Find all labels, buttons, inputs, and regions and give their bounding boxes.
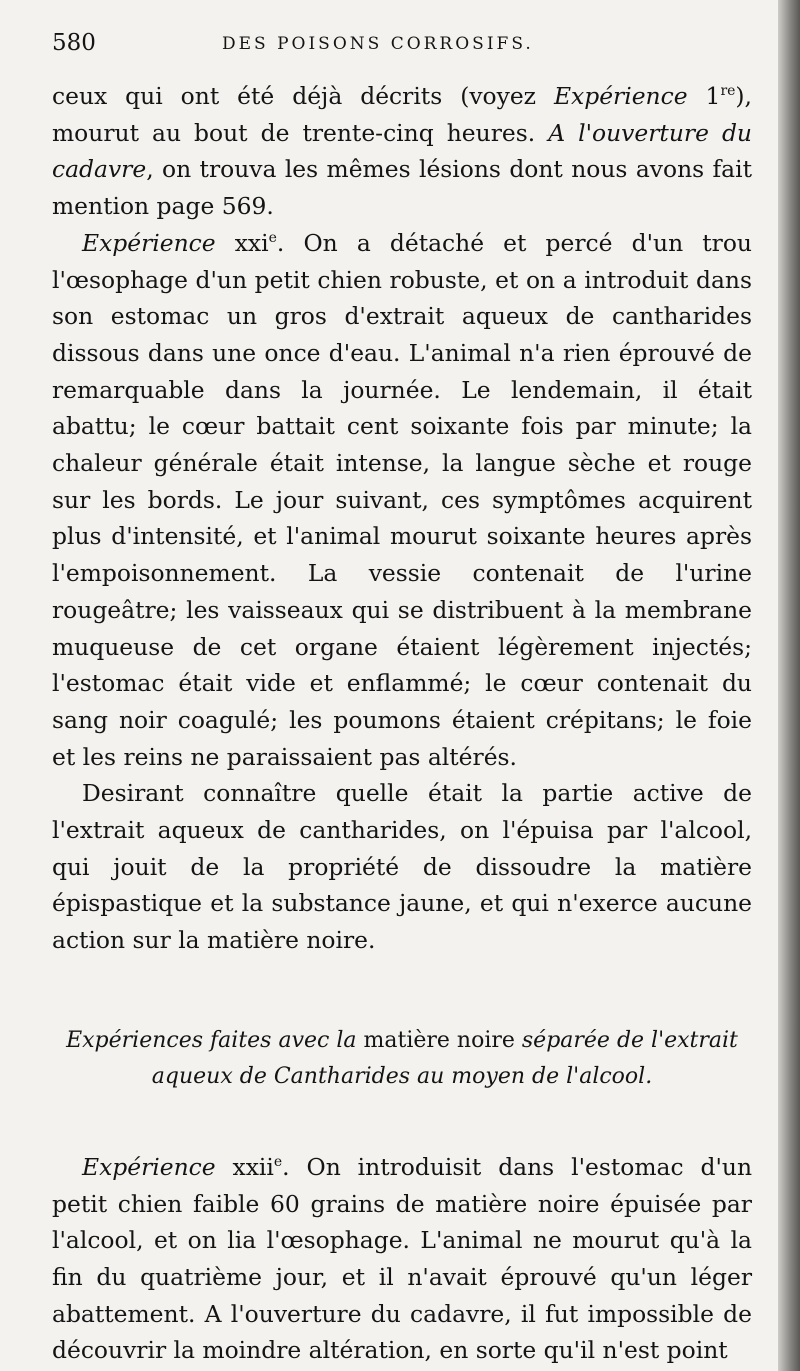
paragraph-experience-22: Expérience xxii$^e$. On introduisit dans l'estomac d'un petit chien faible 60 grains de matière noire épuisée par l'alcool, et on lia l'œsophage. L'animal ne mourut qu'à la fin du quatrième jour, et il n'avait éprouvé qu'un léger abattement. A l'ouverture du cadavre, il fut impossible de découvrir la moindre altération, en sorte qu'il n'est point <box>52 1152 753 1365</box>
page-text <box>52 30 752 1369</box>
paragraph-continuation: ceux qui ont été déjà décrits (voyez Expérience 1re), mourut au bout de trente-cinq heures. A l'ouverture du cadavre, on trouva les mêmes lésions dont nous avons fait mention page 569. <box>52 82 752 221</box>
page-edge-shadow <box>778 0 800 1371</box>
paragraph-alcohol-extraction: Desirant connaître quelle était la partie active de l'extrait aqueux de cantharides, on l'épuisa par l'alcool, qui jouit de la propriété de dissoudre la matière épispastique et la substance jaune, et qui n'exerce aucune action sur la matière noire. <box>52 779 752 955</box>
page-header <box>52 30 752 78</box>
page-number: 580 <box>52 30 96 56</box>
section-heading: Expériences faites avec la matière noire séparée de l'extrait aqueux de Cantharides au moyen de l'alcool. <box>66 1027 738 1089</box>
paragraph-experience-21: Expérience xxi$^e$. On a détaché et percé d'un trou l'œsophage d'un petit chien robuste, et on a introduit dans son estomac un gros d'extrait aqueux de cantharides dissous dans une once d'eau. L'animal n'a rien éprouvé de remarquable dans la journée. Le lendemain, il était abattu; le cœur battait cent soixante fois par minute; la chaleur générale était intense, la langue sèche et rouge sur les bords. Le jour suivant, ces symptômes acquirent plus d'intensité, et l'animal mourut soixante heures après l'empoisonnement. La vessie contenait de l'urine rougeâtre; les vaisseaux qui se distribuent à la membrane muqueuse de cet organe étaient légèrement injectés; l'estomac était vide et enflammé; le cœur contenait du sang noir coagulé; les poumons étaient crépitans; le foie et les reins ne paraissaient pas altérés. <box>52 228 752 771</box>
running-head: DES POISONS CORROSIFS. <box>222 34 534 54</box>
